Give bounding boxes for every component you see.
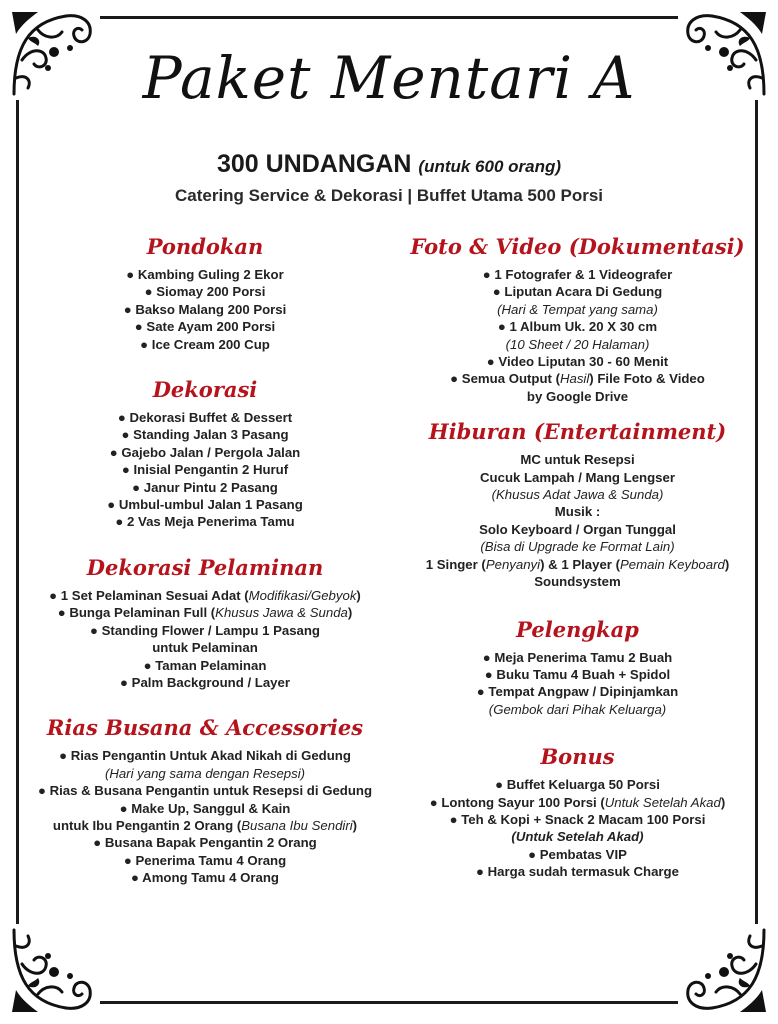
list-item	[405, 828, 750, 845]
invitation-count-main: 300 UNDANGAN	[216, 150, 412, 178]
item-text: Khusus Jawa & Sunda	[215, 605, 348, 621]
list-item	[30, 604, 380, 621]
item-text: ) & 1 Player (	[540, 556, 620, 572]
item-text: ● Inisial Pengantin 2 Huruf	[121, 462, 289, 478]
item-text: ● Ice Cream 200 Cup	[140, 336, 270, 352]
list-item	[405, 318, 750, 335]
list-item	[405, 451, 750, 468]
list-item	[405, 521, 750, 538]
section-dekorasi	[30, 375, 380, 531]
left-column	[30, 232, 380, 887]
item-text: ● 1 Fotografer & 1 Videografer	[482, 267, 673, 282]
item-text: (Gembok dari Pihak Keluarga)	[488, 701, 667, 717]
item-text: Cucuk Lampah / Mang Lengser	[480, 469, 675, 485]
item-text: ● Semua Output (	[450, 371, 560, 387]
item-text: ● Palm Background / Layer	[120, 674, 290, 690]
item-text: Musik :	[554, 504, 601, 520]
section-hiburan-entertainment	[405, 417, 750, 590]
item-text: (Untuk Setelah Akad)	[511, 829, 644, 845]
item-text: (Hari yang sama dengan Resepsi)	[104, 765, 306, 781]
item-text: MC untuk Resepsi	[520, 452, 635, 468]
section-title: Bonus	[540, 744, 615, 770]
item-text: ● Taman Pelaminan	[143, 657, 267, 673]
list-item	[405, 649, 750, 666]
list-item	[405, 283, 750, 300]
list-item	[30, 747, 380, 764]
item-text: ● Janur Pintu 2 Pasang	[132, 479, 278, 495]
item-text: Pemain Keyboard	[620, 556, 725, 572]
item-text: ● Buffet Keluarga 50 Porsi	[495, 777, 660, 793]
list-item	[405, 811, 750, 828]
list-item	[405, 863, 750, 880]
item-text: ● Umbul-umbul Jalan 1 Pasang	[107, 497, 303, 513]
list-item	[405, 353, 750, 370]
item-text: ● Dekorasi Buffet & Dessert	[117, 410, 293, 426]
item-text: Solo Keyboard / Organ Tunggal	[479, 521, 676, 537]
item-text: ● Gajebo Jalan / Pergola Jalan	[109, 444, 301, 460]
item-text: Penyanyi	[485, 556, 541, 572]
item-text: ● Rias & Busana Pengantin untuk Resepsi di Gedung	[37, 783, 373, 799]
item-text: )	[356, 587, 361, 603]
list-item	[30, 461, 380, 478]
item-text: ● Kambing Guling 2 Ekor	[126, 267, 284, 282]
item-text: ● Pembatas VIP	[528, 846, 627, 862]
list-item	[30, 496, 380, 513]
item-text: ● Buku Tamu 4 Buah + Spidol	[484, 666, 671, 682]
list-item	[405, 266, 750, 283]
list-item	[405, 388, 750, 405]
item-text: 1 Singer (	[425, 556, 486, 572]
item-text: ● Meja Penerima Tamu 2 Buah	[482, 649, 673, 665]
section-title: Hiburan (Entertainment)	[428, 419, 727, 445]
section-title: Pelengkap	[516, 616, 639, 642]
section-pondokan	[30, 232, 380, 353]
list-item	[30, 318, 380, 335]
list-item	[30, 336, 380, 353]
item-text: Busana Ibu Sendiri	[241, 817, 353, 833]
list-item	[405, 370, 750, 387]
item-text: ● Busana Bapak Pengantin 2 Orang	[93, 835, 317, 851]
item-text: ● Standing Flower / Lampu 1 Pasang	[90, 622, 320, 638]
item-text: ● 1 Set Pelaminan Sesuai Adat (	[49, 587, 249, 603]
list-item	[30, 444, 380, 461]
item-text: (Hari & Tempat yang sama)	[497, 301, 658, 317]
list-item	[30, 622, 380, 639]
item-text: ● Bakso Malang 200 Porsi	[123, 301, 287, 317]
list-item	[405, 683, 750, 700]
list-item	[405, 701, 750, 718]
invitation-count	[0, 150, 778, 179]
item-text: untuk Pelaminan	[152, 640, 258, 656]
list-item	[30, 800, 380, 817]
item-text: untuk Ibu Pengantin 2 Orang (	[52, 817, 242, 833]
item-text: ● 2 Vas Meja Penerima Tamu	[115, 514, 295, 530]
list-item	[30, 657, 380, 674]
right-column	[405, 232, 750, 881]
section-title: Dekorasi Pelaminan	[86, 554, 324, 580]
item-text: (10 Sheet / 20 Halaman)	[505, 336, 650, 352]
item-text: Soundsystem	[534, 574, 621, 590]
section-rias-busana-accessories	[30, 713, 380, 886]
list-item	[405, 666, 750, 683]
list-item	[405, 556, 750, 573]
item-text: ● Standing Jalan 3 Pasang	[121, 427, 289, 443]
list-item	[30, 587, 380, 604]
item-text: ● Sate Ayam 200 Porsi	[134, 319, 276, 335]
item-text: Modifikasi/Gebyok	[248, 587, 357, 603]
list-item	[30, 479, 380, 496]
list-item	[30, 639, 380, 656]
item-text: ● Make Up, Sanggul & Kain	[119, 800, 291, 816]
item-text: ● Siomay 200 Porsi	[144, 284, 266, 300]
item-text: )	[347, 605, 353, 621]
list-item	[30, 674, 380, 691]
item-text: )	[720, 794, 726, 810]
item-text: by Google Drive	[526, 388, 629, 404]
corner-ornament-icon	[678, 924, 770, 1016]
item-text: (Khusus Adat Jawa & Sunda)	[491, 487, 664, 503]
list-item	[30, 765, 380, 782]
list-item	[30, 852, 380, 869]
list-item	[30, 283, 380, 300]
section-pelengkap	[405, 615, 750, 719]
list-item	[405, 301, 750, 318]
list-item	[30, 834, 380, 851]
item-text: ● Lontong Sayur 100 Porsi (	[429, 794, 605, 810]
list-item	[30, 513, 380, 530]
item-text: ● Teh & Kopi + Snack 2 Macam 100 Porsi	[449, 811, 706, 827]
item-text: ● Penerima Tamu 4 Orang	[123, 852, 287, 868]
item-text: )	[724, 556, 730, 572]
item-text: ) File Foto & Video	[589, 371, 705, 387]
page-title: Paket Mentari A	[142, 44, 636, 112]
list-item	[30, 266, 380, 283]
item-text: ● Harga sudah termasuk Charge	[476, 864, 679, 880]
invitation-count-note: (untuk 600 orang)	[418, 157, 562, 176]
item-text: (Bisa di Upgrade ke Format Lain)	[480, 539, 675, 555]
section-title: Dekorasi	[152, 377, 258, 403]
list-item	[30, 782, 380, 799]
item-text: )	[352, 817, 358, 833]
section-title: Foto & Video (Dokumentasi)	[410, 234, 745, 259]
list-item	[30, 426, 380, 443]
section-dekorasi-pelaminan	[30, 553, 380, 691]
package-tagline: Catering Service & Dekorasi | Buffet Utama 500 Porsi	[174, 186, 604, 205]
item-text: ● Bunga Pelaminan Full (	[57, 605, 216, 621]
list-item	[30, 869, 380, 886]
list-item	[405, 846, 750, 863]
list-item	[405, 336, 750, 353]
section-title: Pondokan	[146, 234, 264, 259]
list-item	[405, 469, 750, 486]
list-item	[30, 301, 380, 318]
list-item	[30, 409, 380, 426]
item-text: Untuk Setelah Akad	[604, 794, 721, 810]
list-item	[405, 573, 750, 590]
section-bonus	[405, 742, 750, 880]
item-text: ● Video Liputan 30 - 60 Menit	[486, 354, 669, 370]
item-text: ● Among Tamu 4 Orang	[131, 870, 279, 886]
section-title: Rias Busana & Accessories	[46, 715, 364, 741]
item-text: Hasil	[559, 371, 590, 387]
list-item	[405, 538, 750, 555]
corner-ornament-icon	[8, 924, 100, 1016]
list-item	[405, 776, 750, 793]
list-item	[405, 503, 750, 520]
list-item	[405, 794, 750, 811]
item-text: ● Liputan Acara Di Gedung	[492, 284, 663, 300]
section-foto-video-dokumentasi	[405, 232, 750, 405]
item-text: ● Tempat Angpaw / Dipinjamkan	[476, 684, 679, 700]
list-item	[405, 486, 750, 503]
item-text: ● 1 Album Uk. 20 X 30 cm	[497, 319, 658, 335]
item-text: ● Rias Pengantin Untuk Akad Nikah di Gedung	[59, 748, 351, 764]
list-item	[30, 817, 380, 834]
